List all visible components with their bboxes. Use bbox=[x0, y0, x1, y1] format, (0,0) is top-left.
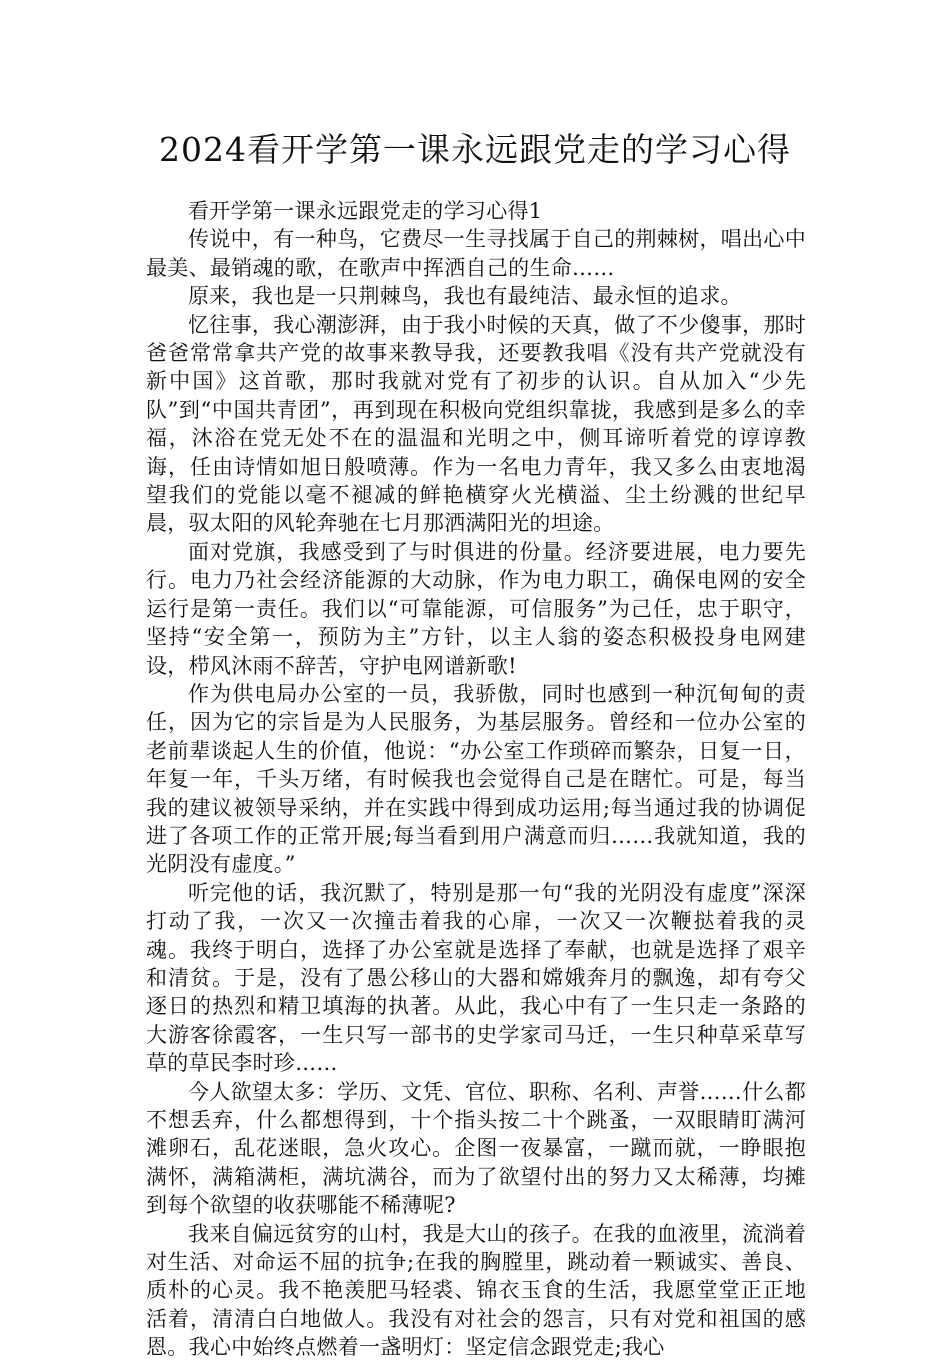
document-body bbox=[146, 197, 806, 1362]
paragraph: 忆往事，我心潮澎湃，由于我小时候的天真，做了不少傻事，那时爸爸常常拿共产党的故事来教导我，还要教我唱《没有共产党就没有新中国》这首歌，那时我就对党有了初步的认识。自从加入“少先队”到“中国共青团”，再到现在积极向党组织靠拢，我感到是多么的幸福，沐浴在党无处不在的温温和光明之中，侧耳谛听着党的谆谆教诲，任由诗情如旭日般喷薄。作为一名电力青年，我又多么由衷地渴望我们的党能以毫不褪减的鲜艳横穿火光横溢、尘土纷溅的世纪早晨，驭太阳的风轮奔驰在七月那洒满阳光的坦途。 bbox=[146, 312, 806, 536]
paragraph: 面对党旗，我感受到了与时俱进的份量。经济要进展，电力要先行。电力乃社会经济能源的大动脉，作为电力职工，确保电网的安全运行是第一责任。我们以“可靠能源，可信服务”为己任，忠于职守，坚持“安全第一，预防为主”方针，以主人翁的姿态积极投身电网建设，栉风沐雨不辞苦，守护电网谱新歌! bbox=[146, 539, 806, 678]
paragraph: 原来，我也是一只荆棘鸟，我也有最纯洁、最永恒的追求。 bbox=[188, 284, 742, 309]
section-heading: 看开学第一课永远跟党走的学习心得1 bbox=[188, 199, 543, 223]
document-title: 2024看开学第一课永远跟党走的学习心得 bbox=[159, 130, 791, 169]
paragraph: 今人欲望太多：学历、文凭、官位、职称、名利、声誉……什么都不想丢弃，什么都想得到，十个指头按二十个跳蚤，一双眼睛盯满河滩卵石，乱花迷眼，急火攻心。企图一夜暴富，一蹴而就，一睁眼抱满怀，满箱满柜，满坑满谷，而为了欲望付出的努力又太稀薄，均摊到每个欲望的收获哪能不稀薄呢? bbox=[146, 1079, 806, 1218]
paragraph: 听完他的话，我沉默了，特别是那一句“我的光阴没有虚度”深深打动了我，一次又一次撞击着我的心扉，一次又一次鞭挞着我的灵魂。我终于明白，选择了办公室就是选择了奉献，也就是选择了艰辛和清贫。于是，没有了愚公移山的大器和嫦娥奔月的飘逸，却有夸父逐日的热烈和精卫填海的执著。从此，我心中有了一生只走一条路的大游客徐霞客，一生只写一部书的史学家司马迁，一生只种草采草写草的草民李时珍…… bbox=[146, 880, 806, 1076]
paragraph: 我来自偏远贫穷的山村，我是大山的孩子。在我的血液里，流淌着对生活、对命运不屈的抗争;在我的胸膛里，跳动着一颗诚实、善良、质朴的心灵。我不艳羡肥马轻裘、锦衣玉食的生活，我愿堂堂正正地活着，清清白白地做人。我没有对社会的怨言，只有对党和祖国的感恩。我心中始终点燃着一盏明灯：坚定信念跟党走;我心 bbox=[146, 1221, 806, 1360]
paragraph: 传说中，有一种鸟，它费尽一生寻找属于自己的荆棘树，唱出心中最美、最销魂的歌，在歌声中挥洒自己的生命…… bbox=[146, 227, 806, 280]
paragraph: 作为供电局办公室的一员，我骄傲，同时也感到一种沉甸甸的责任，因为它的宗旨是为人民服务，为基层服务。曾经和一位办公室的老前辈谈起人生的价值，他说：“办公室工作琐碎而繁杂，日复一日，年复一年，千头万绪，有时候我也会觉得自己是在瞎忙。可是，每当我的建议被领导采纳，并在实践中得到成功运用;每当通过我的协调促进了各项工作的正常开展;每当看到用户满意而归……我就知道，我的光阴没有虚度。” bbox=[146, 681, 806, 877]
